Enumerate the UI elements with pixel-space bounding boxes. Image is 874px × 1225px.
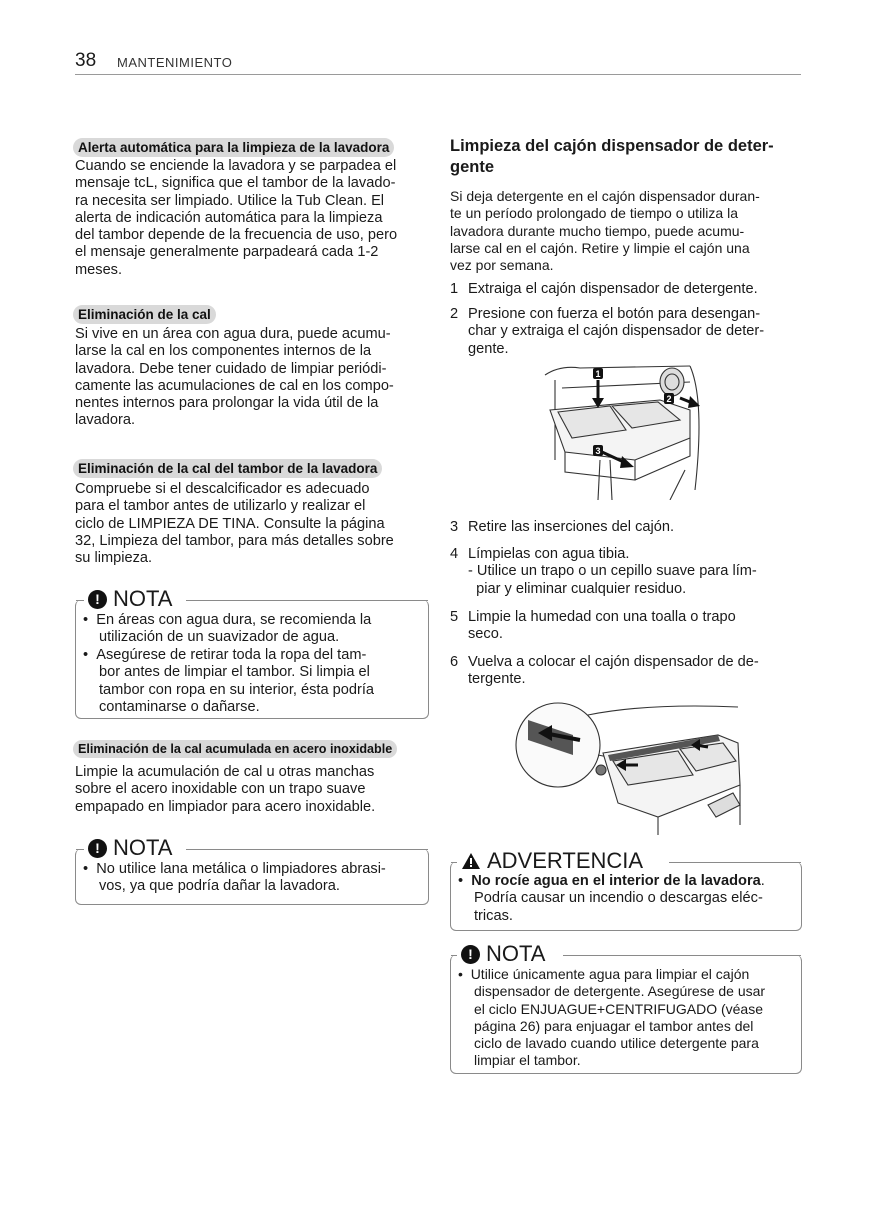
note-box-2 [75, 835, 429, 905]
drum-descale-text: Compruebe si el descalcificador es adecuado para el tambor antes de utilizarlo y realizar el ciclo de LIMPIEZA DE TINA. Consulte la página 32, Limpieza del tambor, para más detalles sobre su limpieza. [75, 481, 394, 567]
descale-heading: Eliminación de la cal [73, 305, 216, 324]
stainless-text: Limpie la acumulación de cal u otras manchas sobre el acero inoxidable con un trapo suave empapado en limpiador para acero inoxidable. [75, 764, 376, 815]
note-title-3: ! NOTA [457, 941, 551, 967]
exclamation-icon: ! [88, 590, 107, 609]
svg-text:3: 3 [595, 446, 601, 456]
note-box-3 [450, 941, 802, 1074]
exclamation-icon: ! [88, 839, 107, 858]
drawer-removal-illustration [540, 360, 710, 500]
note-1-bullet-1: • En áreas con agua dura, se recomienda la utilización de un suavizador de agua. [83, 612, 372, 646]
note-2-bullet-1: • No utilice lana metálica o limpiadores abrasi- vos, ya que podría dañar la lavadora. [83, 861, 386, 895]
warning-triangle-icon [461, 852, 481, 870]
warning-box [450, 848, 802, 931]
drawer-cleaning-heading: Limpieza del cajón dispensador de deter- gente [450, 137, 774, 176]
drawer-intro: Si deja detergente en el cajón dispensador duran- te un período prolongado de tiempo o utiliza la lavadora durante mucho tiempo, puede acumu- larse cal en el cajón. Retire y limpie el cajón una vez por semana. [450, 188, 760, 274]
auto-alert-heading: Alerta automática para la limpieza de la lavadora [73, 138, 394, 157]
svg-text:2: 2 [666, 394, 672, 404]
auto-alert-text: Cuando se enciende la lavadora y se parpadea el mensaje tcL, significa que el tambor de la lavado- ra necesita ser limpiado. Utilice la Tub Clean. El alerta de indicación automática para la limpieza del tambor depende de la frecuencia de uso, pero el mensaje generalmente parpadeará cada 1-2 meses. [75, 158, 398, 278]
drawer-reinsert-illustration [508, 695, 748, 835]
exclamation-icon: ! [461, 945, 480, 964]
svg-text:1: 1 [595, 369, 601, 379]
note-3-bullet-1: • Utilice únicamente agua para limpiar el cajón dispensador de detergente. Asegúrese de usar el ciclo ENJUAGUE+CENTRIFUGADO (véase página 26) para enjuagar el tambor antes del ciclo de lavado cuando utilice detergente para limpiar el tambor. [458, 966, 766, 1069]
warning-bullet: • No rocíe agua en el interior de la lavadora. Podría causar un incendio o descargas eléc- tricas. [458, 873, 765, 924]
drum-descale-heading: Eliminación de la cal del tambor de la lavadora [73, 459, 382, 478]
section-title: MANTENIMIENTO [117, 55, 233, 70]
stainless-heading: Eliminación de la cal acumulada en acero inoxidable [73, 740, 397, 758]
page-header [75, 50, 801, 75]
warning-title: ADVERTENCIA [457, 848, 649, 874]
note-title-1: ! NOTA [84, 586, 178, 612]
note-title-2: ! NOTA [84, 835, 178, 861]
note-1-bullet-2: • Asegúrese de retirar toda la ropa del tam- bor antes de limpiar el tambor. Si limpia el tambor con ropa en su interior, ésta podría contaminarse o dañarse. [83, 647, 375, 715]
note-box-1 [75, 586, 429, 719]
page-number: 38 [75, 50, 97, 71]
descale-text: Si vive en un área con agua dura, puede acumu- larse la cal en los componentes internos de la lavadora. Debe tener cuidado de limpiar periódi- camente las acumulaciones de cal en los compo- nentes internos para prolongar la vida útil de la lavadora. [75, 326, 394, 429]
